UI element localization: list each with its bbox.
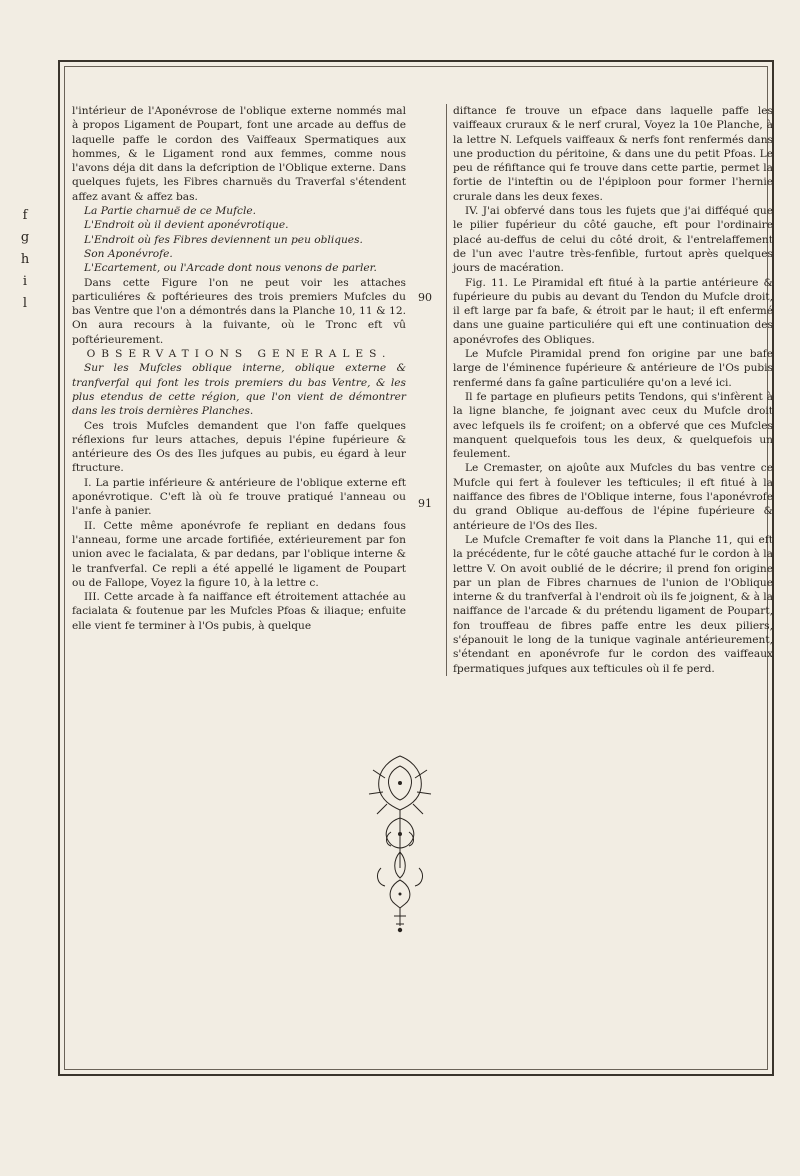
margin-letter: g (20, 230, 30, 245)
paragraph: Il fe partage en plufieurs petits Tendons, qui s'infèrent à la ligne blanche, fe joignant avec ceux du Mufcle droit avec lefquels ils fe croifent; on a obfervé que ces Mufcles manquent quelquefois tous les deux, & quelquefois un feulement. (453, 390, 773, 461)
paragraph: l'intérieur de l'Aponévrose de l'oblique externe nommés mal à propos Ligament de Poupart, font une arcade au deffus de laquelle paffe le cordon des Vaiffeaux Spermatiques aux hommes, & le Ligament rond aux femmes, comme nous l'avons déja dit dans la defcription de l'Oblique externe. Dans quelques fujets, les Fibres charnuës du Traverfal s'étendent affez avant & affez bas. (72, 105, 406, 203)
left-column (72, 104, 406, 633)
paragraph: Dans cette Figure l'on ne peut voir les attaches particuliéres & poftérieures des trois premiers Mufcles du bas Ventre que l'on a démontrés dans la Planche 10, 11 & 12. On aura recours à la fuivante, où le Tronc eft vû poftérieurement. (72, 276, 406, 346)
legend-item: L'Endroit où il devient aponévrotique. (84, 219, 289, 232)
margin-letter: i (22, 274, 28, 289)
section-heading: OBSERVATIONS GENERALES. (86, 348, 392, 361)
margin-letter: h (20, 252, 30, 267)
margin-letters (15, 205, 35, 315)
legend-item: Son Aponévrofe. (84, 247, 173, 260)
paragraph: Ces trois Mufcles demandent que l'on faffe quelques réflexions fur leurs attaches, depuis l'épine fupérieure & antérieure des Os des Iles jufques au pubis, eu égard à leur ftructure. (72, 419, 406, 475)
right-column (446, 104, 773, 676)
paragraph: diftance fe trouve un efpace dans laquelle paffe les vaiffeaux cruraux & le nerf crural, Voyez la 10e Planche, à la lettre N. Lefquels vaiffeaux & nerfs font renfermés dans une production du péritoine, & dans une du petit Pfoas. Le peu de réfiftance qui fe trouve dans cette partie, permet la fortie de l'inteftin ou de l'épiploon pour former l'hernie crurale dans les deux fexes. (453, 105, 773, 203)
legend-item: L'Endroit où fes Fibres deviennent un peu obliques. (84, 233, 363, 246)
paragraph: Le Cremaster, on ajoûte aux Mufcles du bas ventre ce Mufcle qui fert à foulever les tefticules; il eft fitué à la naiffance des fibres de l'Oblique interne, fous l'aponévrofe du grand Oblique au-deffous de l'épine fupérieure & antérieure de l'Os des Iles. (453, 462, 773, 532)
legend-item: La Partie charnuë de ce Mufcle. (84, 205, 256, 218)
paragraph: IV. J'ai obfervé dans tous les fujets que j'ai difféqué que le pilier fupérieur du côté gauche, eft pour l'ordinaire placé au-deffus de celui du côté droit, & l'entrelaffement de l'un avec l'autre très-fenfible, furtout après quelques jours de macération. (453, 205, 773, 275)
paragraph: I. La partie inférieure & antérieure de l'oblique externe eft aponévrotique. C'eft là où fe trouve pratiqué l'anneau ou l'anfe à panier. (72, 476, 406, 518)
fleuron-ornament-icon (365, 748, 435, 938)
paragraph: Fig. 11. Le Piramidal eft fitué à la partie antérieure & fupérieure du pubis au devant du Tendon du Mufcle droit, il eft large par fa bafe, & étroit par le haut; il eft enfermé dans une guaine particuliére qui eft une continuation des aponévrofes des Obliques. (453, 276, 773, 346)
legend-item: L'Ecartement, ou l'Arcade dont nous venons de parler. (84, 262, 377, 275)
paragraph: III. Cette arcade à fa naiffance eft étroitement attachée au facialata & foutenue par les Mufcles Pfoas & iliaque; enfuite elle vient fe terminer à l'Os pubis, à quelque (72, 591, 406, 632)
paragraph: II. Cette même aponévrofe fe repliant en dedans fous l'anneau, forme une arcade fortifiée, extérieurement par fon union avec le facialata, & par dedans, par l'oblique interne & le tranfverfal. Ce repli a été appellé le ligament de Poupart ou de Fallope, Voyez la figure 10, à la lettre c. (72, 519, 406, 589)
section-intro: Sur les Mufcles oblique interne, oblique externe & tranfverfal qui font les trois premiers du bas Ventre, & les plus etendus de cette région, que l'on vient de démontrer dans les trois dernières Planches. (72, 362, 406, 418)
paragraph: Le Mufcle Cremafter fe voit dans la Planche 11, qui eft la précédente, fur le côté gauche attaché fur le cordon à la lettre V. On avoit oublié de le décrire; il prend fon origine par un plan de Fibres charnues de l'union de l'Oblique interne & du tranfverfal à l'endroit où ils fe joignent, & à la naiffance de l'arcade & du prétendu ligament de Poupart, fon trouffeau de fibres paffe entre les deux piliers, s'épanouit le long de la tunique vaginale antérieurement, s'étendant en aponévrofe fur le cordon des vaiffeaux fpermatiques jufques aux tefticules où il fe perd. (453, 533, 773, 675)
margin-letter: l (22, 296, 28, 311)
margin-number: 91 (418, 497, 432, 510)
paragraph: Le Mufcle Piramidal prend fon origine par une bafe large de l'éminence fupérieure & antérieure de l'Os pubis renfermé dans fa gaîne particuliére qu'on a levé ici. (453, 348, 773, 389)
margin-letter: f (22, 208, 28, 223)
margin-number: 90 (418, 291, 432, 304)
